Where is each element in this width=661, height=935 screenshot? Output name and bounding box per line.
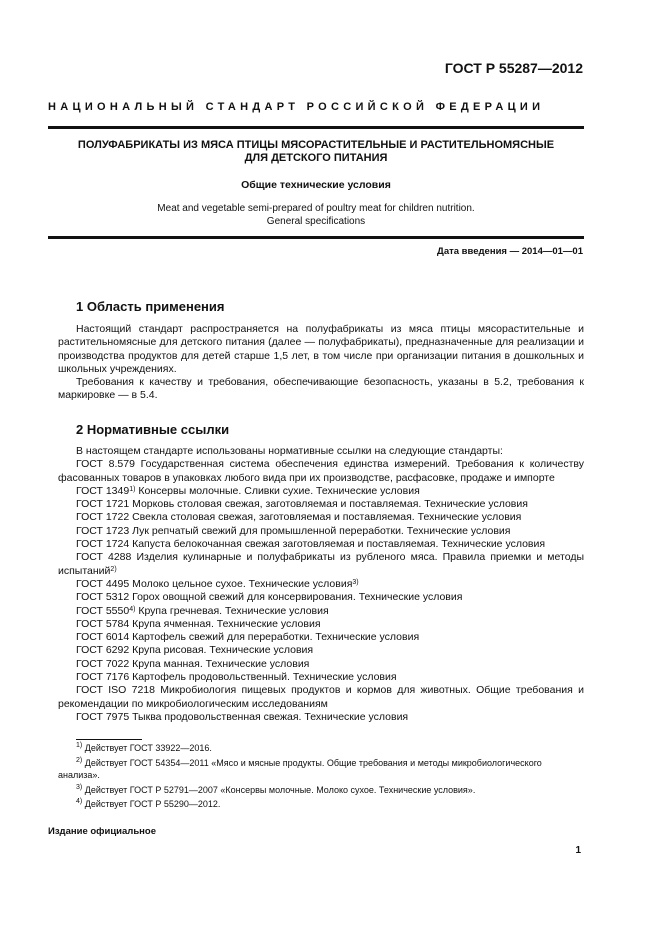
reference-item: ГОСТ 5550$^{4)}$ Крупа гречневая. Технические условия — [76, 604, 329, 617]
footnote: $^{1)}$ Действует ГОСТ 33922—2016. — [76, 742, 212, 753]
footnotes — [58, 742, 584, 813]
section-2-heading: 2 Нормативные ссылки — [76, 422, 230, 437]
reference-item: ГОСТ ISO 7218 Микробиология пищевых продуктов и кормов для животных. Общие требования и рекомендации по микробиологическим исследованиям — [58, 684, 584, 710]
footnote-mark: 4) — [129, 605, 136, 613]
document-code: ГОСТ Р 55287—2012 — [444, 60, 583, 76]
footnote-mark: 2) — [110, 565, 117, 573]
reference-item: ГОСТ 6014 Картофель свежий для переработки. Технические условия — [76, 631, 420, 644]
page-number: 1 — [575, 845, 581, 856]
reference-item: ГОСТ 4495 Молоко цельное сухое. Технические условия$^{3)}$ — [76, 577, 359, 590]
footnote: $^{2)}$ Действует ГОСТ 54354—2011 «Мясо и мясные продукты. Общие требования и методы микробиологического анализа». — [58, 756, 542, 780]
title-divider — [48, 236, 584, 239]
footnote: $^{3)}$ Действует ГОСТ Р 52791—2007 «Консервы молочные. Молоко сухое. Технические условия». — [76, 783, 476, 795]
footnote-mark: 1) — [129, 485, 136, 493]
reference-item: ГОСТ 5784 Крупа ячменная. Технические условия — [76, 617, 321, 630]
reference-item: ГОСТ 1723 Лук репчатый свежий для промышленной переработки. Технические условия — [76, 524, 511, 537]
reference-item: ГОСТ 1722 Свекла столовая свежая, заготовляемая и поставляемая. Технические условия — [76, 511, 522, 524]
national-standard-heading: НАЦИОНАЛЬНЫЙ СТАНДАРТ РОССИЙСКОЙ ФЕДЕРАЦИИ — [48, 101, 545, 113]
introduction-date: Дата введения — 2014—01—01 — [437, 246, 583, 257]
reference-item: ГОСТ 6292 Крупа рисовая. Технические условия — [76, 644, 314, 657]
reference-item: ГОСТ 7975 Тыква продовольственная свежая. Технические условия — [76, 710, 409, 723]
section-1-body — [58, 323, 584, 403]
top-divider — [48, 126, 584, 129]
footnote: $^{4)}$ Действует ГОСТ Р 55290—2012. — [76, 798, 221, 809]
english-title-line-2: General specifications — [266, 215, 366, 227]
section-1-paragraph-2: Требования к качеству и требования, обеспечивающие безопасность, указаны в 5.2, требования к маркировке — в 5.4. — [58, 376, 584, 402]
reference-item: ГОСТ 1721 Морковь столовая свежая, заготовляемая и поставляемая. Технические условия — [76, 498, 528, 511]
footnote-mark: 3) — [352, 578, 359, 586]
official-edition-label: Издание официальное — [48, 826, 156, 837]
english-title — [48, 203, 584, 228]
reference-item: ГОСТ 1724 Капуста белокочанная свежая заготовляемая и поставляемая. Технические условия — [76, 538, 546, 551]
title-line-1: ПОЛУФАБРИКАТЫ ИЗ МЯСА ПТИЦЫ МЯСОРАСТИТЕЛЬНЫЕ И РАСТИТЕЛЬНОМЯСНЫЕ — [77, 139, 555, 151]
reference-item: ГОСТ 7176 Картофель продовольственный. Технические условия — [76, 671, 397, 684]
reference-item: ГОСТ 4288 Изделия кулинарные и полуфабрикаты из рубленого мяса. Правила приемки и методы испытаний$^{2)}$ — [58, 551, 584, 577]
section-1-paragraph-1: Настоящий стандарт распространяется на полуфабрикаты из мяса птицы мясорастительные и растительномясные для детского питания (далее — полуфабрикаты), предназначенные для реализации и производства продуктов для детей старше 1,5 лет, в том числе при организации питания в дошкольных и школьных учреждениях. — [58, 323, 584, 375]
document-title — [48, 139, 584, 165]
section-1-heading: 1 Область применения — [76, 299, 225, 314]
document-subtitle: Общие технические условия — [241, 179, 391, 191]
english-title-line-1: Meat and vegetable semi-prepared of poultry meat for children nutrition. — [157, 203, 475, 214]
section-2-body — [58, 445, 584, 724]
reference-item: ГОСТ 7022 Крупа манная. Технические условия — [76, 657, 310, 670]
reference-item: ГОСТ 8.579 Государственная система обеспечения единства измерений. Требования к количеству фасованных товаров в упаковках любого вида при их производстве, расфасовке, продаже и импорте — [58, 458, 584, 484]
section-2-intro: В настоящем стандарте использованы нормативные ссылки на следующие стандарты: — [76, 445, 503, 457]
title-line-2: ДЛЯ ДЕТСКОГО ПИТАНИЯ — [244, 152, 388, 164]
reference-item: ГОСТ 5312 Горох овощной свежий для консервирования. Технические условия — [76, 591, 463, 604]
footnote-divider — [76, 739, 142, 740]
reference-item: ГОСТ 1349$^{1)}$ Консервы молочные. Сливки сухие. Технические условия — [76, 484, 420, 497]
